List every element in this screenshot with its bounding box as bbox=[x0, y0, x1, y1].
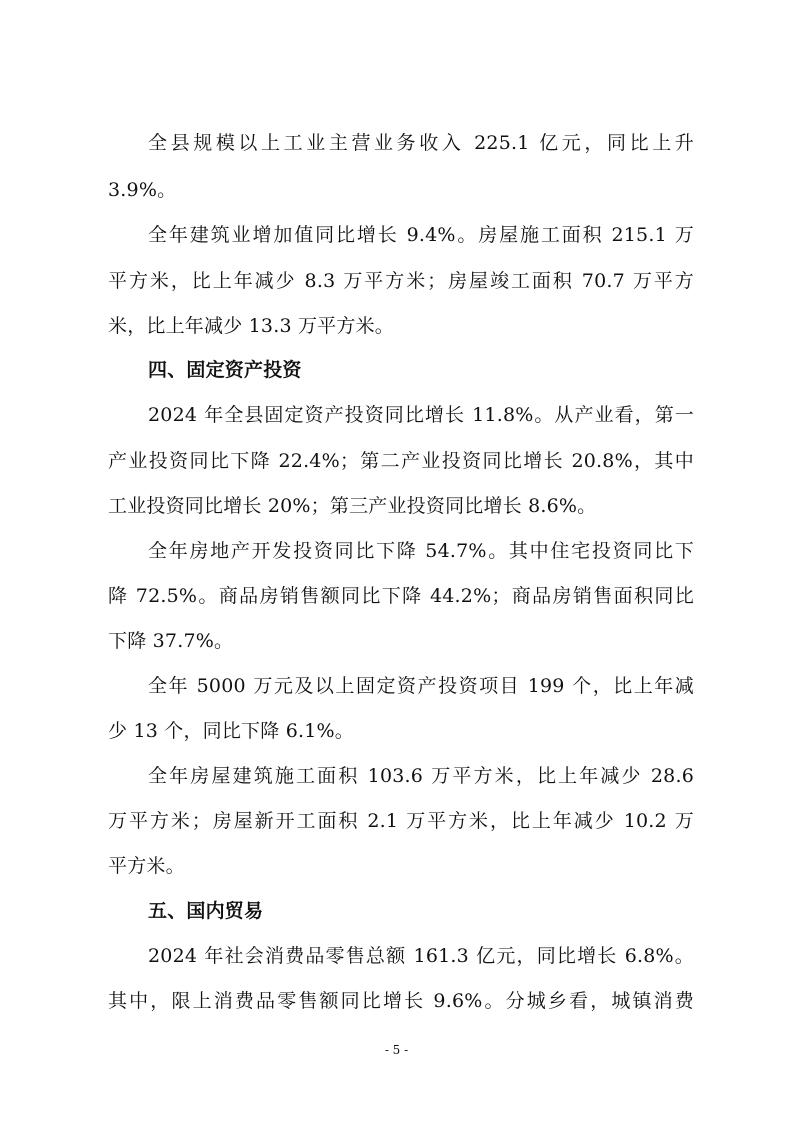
text-line: 工业投资同比增长 20%；第三产业投资同比增长 8.6%。 bbox=[108, 495, 597, 517]
text-line: 全年房屋建筑施工面积 103.6 万平方米，比上年减少 28.6 bbox=[148, 765, 694, 787]
text-line: 全县规模以上工业主营业务收入 225.1 亿元，同比上升 bbox=[148, 132, 694, 154]
text-line: 米，比上年减少 13.3 万平方米。 bbox=[108, 315, 394, 337]
text-line: 2024 年社会消费品零售总额 161.3 亿元，同比增长 6.8%。 bbox=[148, 945, 694, 967]
text-line: 下降 37.7%。 bbox=[108, 630, 234, 652]
text-line: 3.9%。 bbox=[108, 179, 177, 201]
page-number: - 5 - bbox=[384, 1043, 409, 1057]
text-line: 平方米，比上年减少 8.3 万平方米；房屋竣工面积 70.7 万平方 bbox=[108, 270, 694, 292]
text-line: 2024 年全县固定资产投资同比增长 11.8%。从产业看，第一 bbox=[148, 404, 694, 426]
text-line: 少 13 个，同比下降 6.1%。 bbox=[108, 720, 354, 742]
text-line: 平方米。 bbox=[108, 855, 185, 877]
text-line: 万平方米；房屋新开工面积 2.1 万平方米，比上年减少 10.2 万 bbox=[108, 810, 694, 832]
text-line: 降 72.5%。商品房销售额同比下降 44.2%；商品房销售面积同比 bbox=[108, 585, 694, 607]
section-heading: 四、固定资产投资 bbox=[148, 359, 302, 381]
text-line: 全年 5000 万元及以上固定资产投资项目 199 个，比上年减 bbox=[148, 675, 694, 697]
section-heading: 五、国内贸易 bbox=[148, 900, 264, 922]
text-line: 全年房地产开发投资同比下降 54.7%。其中住宅投资同比下 bbox=[148, 540, 694, 562]
text-line: 其中，限上消费品零售额同比增长 9.6%。分城乡看，城镇消费 bbox=[108, 990, 694, 1012]
text-line: 全年建筑业增加值同比增长 9.4%。房屋施工面积 215.1 万 bbox=[148, 224, 694, 246]
text-line: 产业投资同比下降 22.4%；第二产业投资同比增长 20.8%，其中 bbox=[108, 450, 694, 472]
